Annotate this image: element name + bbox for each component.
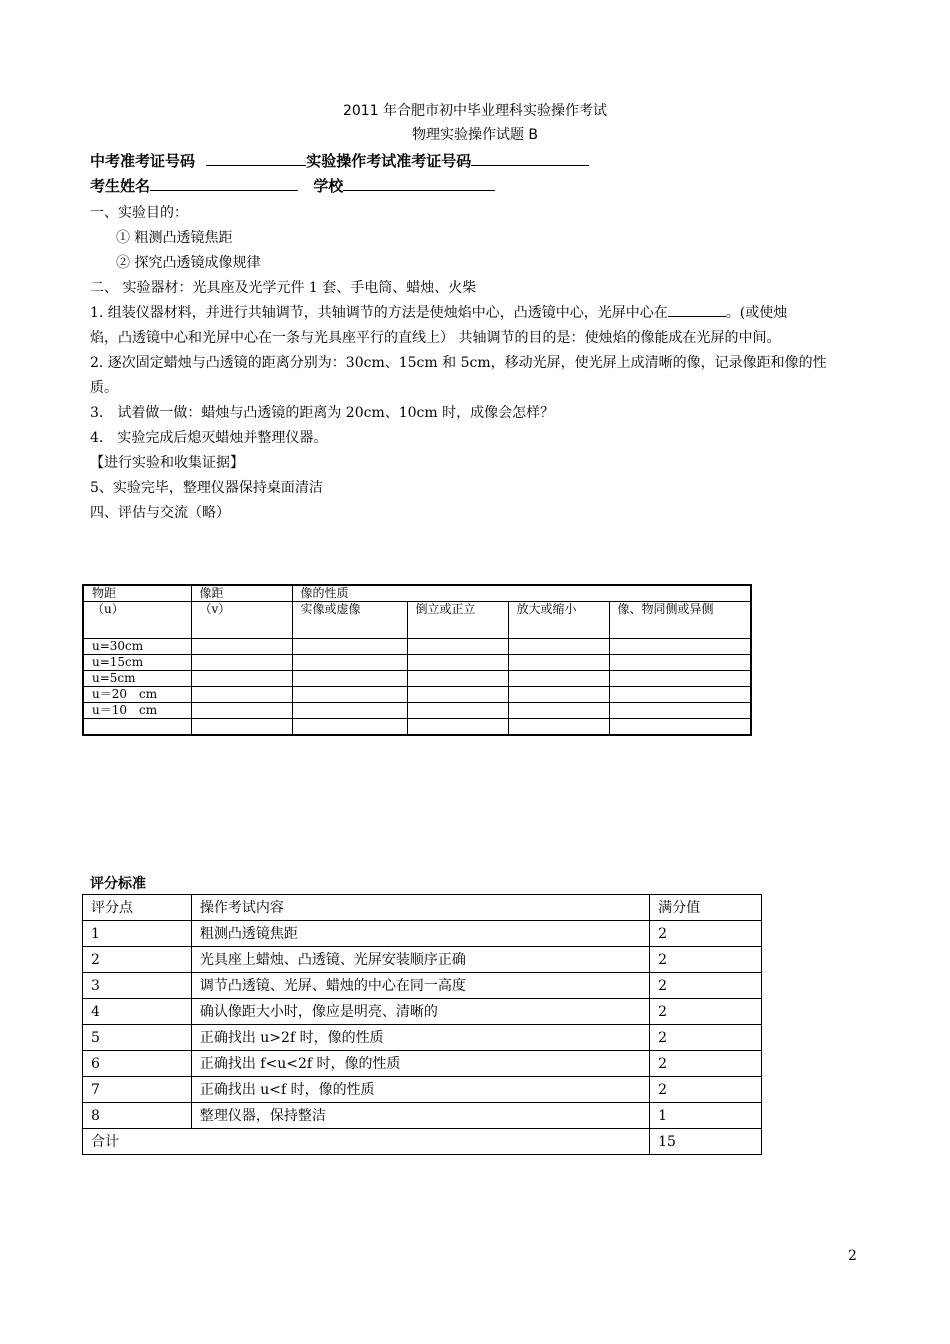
lab-id-label: 实验操作考试准考证号码	[306, 152, 472, 170]
table-row	[83, 703, 751, 719]
doc-subtitle: 物理实验操作试题 B	[411, 127, 539, 143]
cell[interactable]	[292, 671, 407, 687]
table-row	[83, 1103, 762, 1129]
header-image-nature: 像的性质	[292, 585, 751, 602]
score-index: 6	[83, 1051, 192, 1077]
row-label: u=5cm	[83, 671, 191, 687]
step-1-line-a	[90, 302, 787, 322]
aim-2: ② 探究凸透镜成像规律	[116, 255, 261, 271]
header-magnified-reduced: 放大或缩小	[508, 602, 609, 639]
table-row	[83, 921, 762, 947]
section-2-heading: 二、 实验器材：光具座及光学元件 1 套、手电筒、蜡烛、火柴	[90, 280, 477, 296]
school-blank[interactable]	[343, 176, 495, 191]
table-row	[83, 1051, 762, 1077]
score-value: 2	[650, 973, 762, 999]
exam-id-label: 中考准考证号码	[90, 152, 196, 170]
score-content: 正确找出 f<u<2f 时，像的性质	[191, 1051, 649, 1077]
cell[interactable]	[407, 639, 508, 655]
cell[interactable]	[609, 671, 751, 687]
score-index: 8	[83, 1103, 192, 1129]
exam-id-line	[90, 150, 589, 171]
scoring-title: 评分标准	[90, 876, 146, 892]
score-value: 2	[650, 1025, 762, 1051]
cell[interactable]	[508, 703, 609, 719]
header-inverted-upright: 倒立或正立	[407, 602, 508, 639]
score-content: 光具座上蜡烛、凸透镜、光屏安装顺序正确	[191, 947, 649, 973]
step-2-line-b: 质。	[90, 380, 118, 396]
cell[interactable]	[609, 719, 751, 736]
cell[interactable]	[191, 671, 292, 687]
cell[interactable]	[191, 687, 292, 703]
cell[interactable]	[609, 639, 751, 655]
aim-1: ① 粗测凸透镜焦距	[116, 230, 233, 246]
cell[interactable]	[292, 703, 407, 719]
scoring-table	[82, 894, 762, 1155]
table-row	[83, 671, 751, 687]
cell[interactable]	[191, 719, 292, 736]
cell[interactable]	[407, 671, 508, 687]
table-row	[83, 655, 751, 671]
row-label: u=30cm	[83, 639, 191, 655]
header-score-point: 评分点	[83, 895, 192, 921]
row-label: u＝10 cm	[83, 703, 191, 719]
scoring-header-row	[83, 895, 762, 921]
row-label: u＝20 cm	[83, 687, 191, 703]
cell[interactable]	[191, 655, 292, 671]
bracket-heading: 【进行实验和收集证据】	[90, 455, 244, 471]
table-row	[83, 639, 751, 655]
cell[interactable]	[508, 655, 609, 671]
cell[interactable]	[609, 703, 751, 719]
row-label	[83, 719, 191, 736]
score-content: 确认像距大小时，像应是明亮、清晰的	[191, 999, 649, 1025]
score-value: 2	[650, 947, 762, 973]
step-2-line-a: 2. 逐次固定蜡烛与凸透镜的距离分别为：30cm、15cm 和 5cm，移动光屏，使光屏上成清晰的像，记录像距和像的性	[90, 355, 827, 371]
cell[interactable]	[292, 655, 407, 671]
cell[interactable]	[292, 687, 407, 703]
total-row	[83, 1129, 762, 1155]
score-index: 2	[83, 947, 192, 973]
cell[interactable]	[191, 703, 292, 719]
header-image-distance: 像距	[191, 585, 292, 602]
step-1-text: 1. 组装仪器材料，并进行共轴调节，共轴调节的方法是使烛焰中心，凸透镜中心，光屏中心在	[90, 305, 668, 321]
score-content: 正确找出 u>2f 时，像的性质	[191, 1025, 649, 1051]
cell[interactable]	[508, 671, 609, 687]
step-5: 5、实验完毕，整理仪器保持桌面清洁	[90, 480, 323, 496]
lab-id-blank[interactable]	[471, 151, 589, 166]
header-object-distance: 物距	[83, 585, 191, 602]
cell[interactable]	[191, 639, 292, 655]
name-blank[interactable]	[150, 176, 298, 191]
header-real-virtual: 实像或虚像	[292, 602, 407, 639]
score-index: 7	[83, 1077, 192, 1103]
score-index: 3	[83, 973, 192, 999]
cell[interactable]	[407, 655, 508, 671]
header-content: 操作考试内容	[191, 895, 649, 921]
name-line	[90, 175, 495, 196]
school-label: 学校	[313, 177, 344, 195]
score-content: 正确找出 u<f 时，像的性质	[191, 1077, 649, 1103]
cell[interactable]	[407, 719, 508, 736]
cell[interactable]	[292, 639, 407, 655]
data-table	[82, 584, 752, 736]
score-index: 4	[83, 999, 192, 1025]
table-row	[83, 687, 751, 703]
score-content: 整理仪器，保持整洁	[191, 1103, 649, 1129]
score-value: 2	[650, 999, 762, 1025]
step-3: 3． 试着做一做：蜡烛与凸透镜的距离为 20cm、10cm 时，成像会怎样？	[90, 405, 555, 421]
cell[interactable]	[508, 639, 609, 655]
score-index: 1	[83, 921, 192, 947]
table-row	[83, 999, 762, 1025]
section-1-heading: 一、实验目的：	[90, 205, 188, 221]
score-value: 1	[650, 1103, 762, 1129]
score-content: 粗测凸透镜焦距	[191, 921, 649, 947]
score-value: 2	[650, 1077, 762, 1103]
step-4: 4． 实验完成后熄灭蜡烛并整理仪器。	[90, 430, 328, 446]
cell[interactable]	[407, 687, 508, 703]
cell[interactable]	[292, 719, 407, 736]
cell[interactable]	[508, 719, 609, 736]
doc-title: 2011 年合肥市初中毕业理科实验操作考试	[342, 103, 608, 119]
page-number: 2	[848, 1248, 857, 1264]
score-value: 2	[650, 921, 762, 947]
score-index: 5	[83, 1025, 192, 1051]
table-row	[83, 1077, 762, 1103]
score-value: 2	[650, 1051, 762, 1077]
header-v-symbol: （v）	[191, 602, 292, 639]
step-1-line-b: 焰，凸透镜中心和光屏中心在一条与光具座平行的直线上） 共轴调节的目的是：使烛焰的像能成在光屏的中间。	[90, 330, 781, 346]
cell[interactable]	[407, 703, 508, 719]
step-1-blank[interactable]	[668, 302, 726, 317]
total-label: 合计	[83, 1129, 650, 1155]
section-4-heading: 四、评估与交流（略）	[90, 505, 230, 521]
table-row	[83, 1025, 762, 1051]
row-label: u=15cm	[83, 655, 191, 671]
name-label: 考生姓名	[90, 177, 151, 195]
header-u-symbol: （u）	[83, 602, 191, 639]
table-row	[83, 947, 762, 973]
score-content: 调节凸透镜、光屏、蜡烛的中心在同一高度	[191, 973, 649, 999]
table-row	[83, 719, 751, 736]
table-row	[83, 973, 762, 999]
exam-id-blank[interactable]	[206, 151, 306, 166]
step-1-end: 。(或使烛	[725, 305, 788, 321]
cell[interactable]	[609, 655, 751, 671]
header-full-score: 满分值	[650, 895, 762, 921]
total-value: 15	[650, 1129, 762, 1155]
cell[interactable]	[609, 687, 751, 703]
header-same-opposite-side: 像、物同侧或异侧	[609, 602, 751, 639]
cell[interactable]	[508, 687, 609, 703]
